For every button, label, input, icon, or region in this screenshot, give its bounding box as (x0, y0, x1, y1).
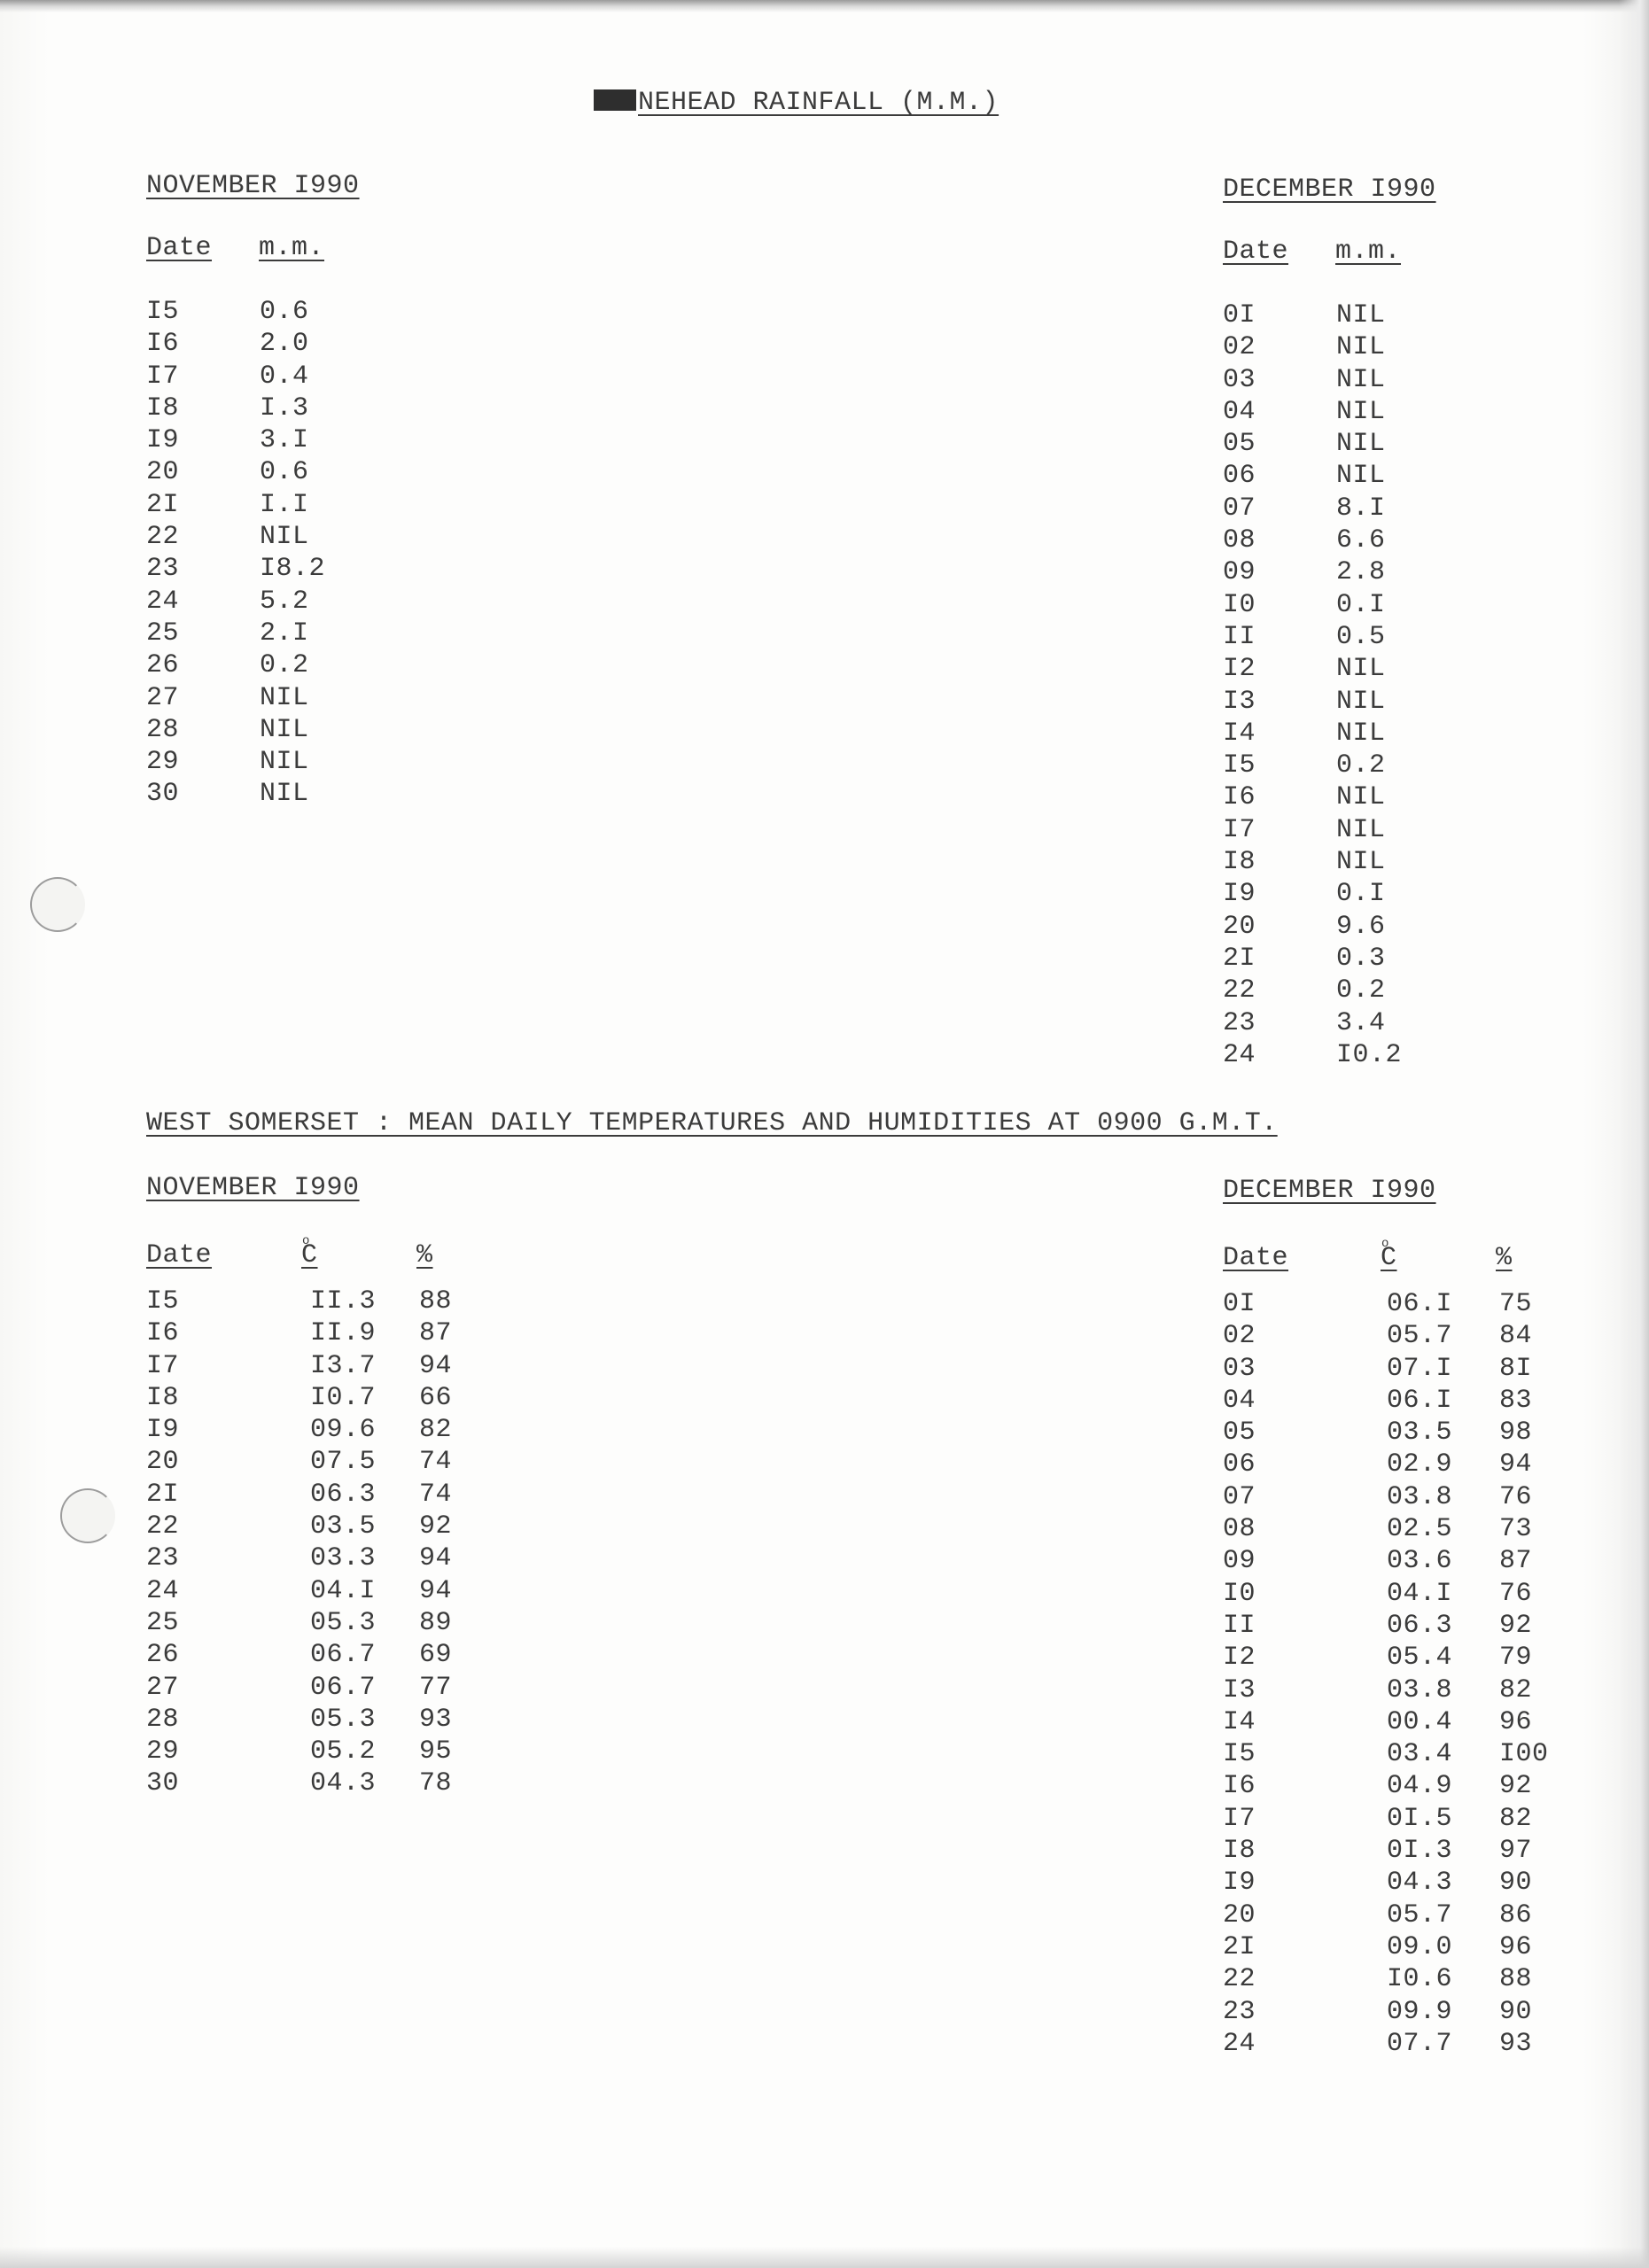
temperature-november-date: 26 (146, 1640, 180, 1671)
temperature-november-celsius: 04.I (310, 1575, 377, 1606)
rainfall-december-date: 2I (1223, 943, 1256, 974)
temperature-december-date: 03 (1223, 1353, 1256, 1384)
rainfall-november-date: 27 (146, 682, 180, 713)
temperature-december-humidity: 96 (1499, 1706, 1533, 1737)
rainfall-november-date: 22 (146, 522, 180, 553)
rainfall-november-date-header: Date (146, 233, 213, 263)
temperature-december-date: 07 (1223, 1481, 1256, 1512)
temperature-december-celsius: 06.I (1387, 1289, 1453, 1319)
temperature-december-celsius: 03.8 (1387, 1674, 1453, 1705)
rainfall-november-mm: NIL (260, 747, 309, 778)
temperature-november-celsius: 03.5 (310, 1511, 377, 1542)
rainfall-december-mm: NIL (1336, 654, 1386, 685)
temperature-december-date: I8 (1223, 1836, 1256, 1867)
temperature-november-humidity: 93 (419, 1704, 453, 1735)
rainfall-december-date: 02 (1223, 332, 1256, 363)
rainfall-december-mm: 9.6 (1336, 911, 1386, 942)
temperature-december-date: I4 (1223, 1706, 1256, 1737)
temperature-december-date: 05 (1223, 1418, 1256, 1449)
temperature-november-date: I8 (146, 1382, 180, 1413)
temperature-november-humidity: 66 (419, 1382, 453, 1413)
rainfall-december-date: 03 (1223, 364, 1256, 395)
temperature-november-date: I6 (146, 1318, 180, 1349)
temperature-december-humidity: 92 (1499, 1771, 1533, 1802)
temperature-december-celsius: 06.I (1387, 1385, 1453, 1416)
temperature-section-heading: WEST SOMERSET : MEAN DAILY TEMPERATURES AND HUMIDITIES AT 0900 G.M.T. (146, 1108, 1278, 1138)
temperature-november-humidity: 89 (419, 1607, 453, 1638)
temperature-december-celsius: 04.I (1387, 1578, 1453, 1609)
punch-hole-lower (60, 1488, 115, 1543)
rainfall-november-date: I6 (146, 329, 180, 360)
temperature-november-humidity: 77 (419, 1672, 453, 1703)
temperature-december-date: 02 (1223, 1321, 1256, 1352)
temperature-december-humidity: 92 (1499, 1610, 1533, 1641)
temperature-december-date: 20 (1223, 1899, 1256, 1930)
temperature-november-humidity: 74 (419, 1479, 453, 1510)
temperature-november-date: 28 (146, 1704, 180, 1735)
temperature-december-celsius: 05.4 (1387, 1643, 1453, 1674)
temperature-december-celsius: 05.7 (1387, 1321, 1453, 1352)
temperature-november-date: 27 (146, 1672, 180, 1703)
temperature-december-date: 04 (1223, 1385, 1256, 1416)
rainfall-november-date: 25 (146, 617, 180, 649)
rainfall-november-mm: 3.I (260, 425, 309, 456)
temperature-december-date: 22 (1223, 1964, 1256, 1995)
temperature-november-celsius: 05.3 (310, 1607, 377, 1638)
rainfall-november-date: 20 (146, 457, 180, 488)
temperature-december-date: 09 (1223, 1546, 1256, 1577)
rainfall-november-date: 28 (146, 714, 180, 745)
temperature-november-humidity: 87 (419, 1318, 453, 1349)
rainfall-december-mm: 8.I (1336, 493, 1386, 524)
temperature-december-humidity: 75 (1499, 1289, 1533, 1319)
rainfall-november-date: I8 (146, 392, 180, 423)
rainfall-december-mm: 0.3 (1336, 943, 1386, 974)
rainfall-december-date: I8 (1223, 847, 1256, 878)
temperature-november-celsius: 04.3 (310, 1768, 377, 1799)
temperature-december-celsius: 0I.3 (1387, 1836, 1453, 1867)
rainfall-november-date: 26 (146, 650, 180, 681)
temperature-december-date: 08 (1223, 1514, 1256, 1545)
temperature-december-date: 24 (1223, 2028, 1256, 2059)
temperature-december-celsius: 07.I (1387, 1353, 1453, 1384)
rainfall-december-date: I4 (1223, 718, 1256, 749)
page-title (594, 87, 999, 119)
temperature-november-celsius: 06.7 (310, 1672, 377, 1703)
temperature-november-humidity: 94 (419, 1543, 453, 1574)
temperature-november-humidity: 74 (419, 1447, 453, 1478)
rainfall-december-mm: NIL (1336, 332, 1386, 363)
rainfall-november-mm: 0.6 (260, 297, 309, 327)
rainfall-december-date: II (1223, 621, 1256, 652)
rainfall-november-mm: NIL (260, 714, 309, 745)
temperature-november-humidity: 88 (419, 1286, 453, 1317)
rainfall-december-date: 24 (1223, 1039, 1256, 1070)
temperature-december-humidity: 88 (1499, 1964, 1533, 1995)
rainfall-december-date: 09 (1223, 557, 1256, 588)
temperature-november-date-header: Date (146, 1240, 213, 1270)
rainfall-november-mm: 2.0 (260, 329, 309, 360)
temperature-november-celsius: I0.7 (310, 1382, 377, 1413)
temperature-november-humidity: 95 (419, 1736, 453, 1767)
rainfall-december-mm: 0.2 (1336, 750, 1386, 781)
rainfall-december-date: 20 (1223, 911, 1256, 942)
temperature-december-date: 0I (1223, 1289, 1256, 1319)
temperature-december-date: 06 (1223, 1449, 1256, 1480)
temperature-december-humidity: 76 (1499, 1481, 1533, 1512)
temperature-november-celsius-header: o C (301, 1239, 318, 1271)
temperature-december-humidity: 96 (1499, 1931, 1533, 1962)
temperature-november-humidity-header: % (416, 1240, 433, 1270)
temperature-november-celsius: 05.3 (310, 1704, 377, 1735)
rainfall-november-heading: NOVEMBER I990 (146, 171, 360, 201)
rainfall-november-date: 30 (146, 779, 180, 810)
rainfall-december-mm: 6.6 (1336, 525, 1386, 556)
temperature-december-date: 23 (1223, 1996, 1256, 2027)
rainfall-december-mm: NIL (1336, 782, 1386, 813)
rainfall-december-mm: NIL (1336, 847, 1386, 878)
temperature-november-date: 20 (146, 1447, 180, 1478)
rainfall-december-date-header: Date (1223, 237, 1289, 267)
temperature-november-celsius: I3.7 (310, 1350, 377, 1381)
rainfall-december-mm: NIL (1336, 364, 1386, 395)
temperature-december-celsius: 04.3 (1387, 1868, 1453, 1899)
rainfall-november-date: 29 (146, 747, 180, 778)
rainfall-december-mm-header: m.m. (1335, 237, 1402, 267)
rainfall-november-date: I9 (146, 425, 180, 456)
temperature-november-celsius: 06.3 (310, 1479, 377, 1510)
rainfall-december-date: I2 (1223, 654, 1256, 685)
temperature-december-humidity: 82 (1499, 1674, 1533, 1705)
temperature-december-date: II (1223, 1610, 1256, 1641)
temperature-november-celsius: 05.2 (310, 1736, 377, 1767)
scan-bottom-edge (0, 2247, 1649, 2268)
temperature-november-date: I7 (146, 1350, 180, 1381)
rainfall-december-mm: NIL (1336, 396, 1386, 427)
rainfall-december-mm: NIL (1336, 300, 1386, 330)
page-title-text: NEHEAD RAINFALL (M.M.) (638, 88, 1000, 118)
temperature-november-humidity: 94 (419, 1575, 453, 1606)
rainfall-december-date: I0 (1223, 589, 1256, 620)
temperature-november-celsius: 03.3 (310, 1543, 377, 1574)
temperature-november-heading: NOVEMBER I990 (146, 1173, 360, 1203)
rainfall-december-date: 05 (1223, 429, 1256, 460)
temperature-november-celsius: 07.5 (310, 1447, 377, 1478)
temperature-december-celsius: I0.6 (1387, 1964, 1453, 1995)
temperature-november-date: I9 (146, 1415, 180, 1446)
temperature-december-celsius: 09.9 (1387, 1996, 1453, 2027)
temperature-november-humidity: 78 (419, 1768, 453, 1799)
temperature-november-date: 24 (146, 1575, 180, 1606)
temperature-december-date: I5 (1223, 1739, 1256, 1770)
temperature-december-humidity: 94 (1499, 1449, 1533, 1480)
rainfall-december-mm: NIL (1336, 814, 1386, 845)
rainfall-november-date: I7 (146, 361, 180, 392)
temperature-december-celsius-header: o C (1381, 1242, 1397, 1274)
temperature-december-date: I3 (1223, 1674, 1256, 1705)
temperature-december-humidity: 84 (1499, 1321, 1533, 1352)
scan-top-edge (0, 0, 1649, 12)
temperature-december-celsius: 03.6 (1387, 1546, 1453, 1577)
temperature-november-humidity: 82 (419, 1415, 453, 1446)
temperature-december-celsius: 09.0 (1387, 1931, 1453, 1962)
rainfall-november-mm: I.3 (260, 392, 309, 423)
temperature-december-celsius: 04.9 (1387, 1771, 1453, 1802)
temperature-december-humidity: 82 (1499, 1803, 1533, 1834)
temperature-november-date: 29 (146, 1736, 180, 1767)
scan-right-edge (1619, 0, 1649, 2268)
rainfall-november-mm: 2.I (260, 617, 309, 649)
temperature-december-humidity: 76 (1499, 1578, 1533, 1609)
temperature-december-date: I0 (1223, 1578, 1256, 1609)
rainfall-november-mm: 0.4 (260, 361, 309, 392)
rainfall-december-date: I3 (1223, 686, 1256, 717)
rainfall-december-date: I9 (1223, 879, 1256, 910)
temperature-december-humidity: 86 (1499, 1899, 1533, 1930)
temperature-december-humidity: 87 (1499, 1546, 1533, 1577)
rainfall-december-date: 23 (1223, 1007, 1256, 1038)
temperature-november-date: 2I (146, 1479, 180, 1510)
temperature-november-celsius: 09.6 (310, 1415, 377, 1446)
rainfall-december-mm: NIL (1336, 718, 1386, 749)
temperature-december-celsius: 05.7 (1387, 1899, 1453, 1930)
temperature-december-humidity: 98 (1499, 1418, 1533, 1449)
temperature-december-humidity: I00 (1499, 1739, 1549, 1770)
rainfall-december-date: I7 (1223, 814, 1256, 845)
rainfall-november-date: 24 (146, 586, 180, 617)
temperature-december-celsius: 03.4 (1387, 1739, 1453, 1770)
rainfall-november-date: 23 (146, 554, 180, 585)
temperature-december-heading: DECEMBER I990 (1223, 1176, 1436, 1206)
temperature-december-humidity: 8I (1499, 1353, 1533, 1384)
temperature-december-celsius: 00.4 (1387, 1706, 1453, 1737)
temperature-november-date: 25 (146, 1607, 180, 1638)
rainfall-november-mm-header: m.m. (259, 233, 325, 263)
temperature-november-date: 22 (146, 1511, 180, 1542)
temperature-december-humidity: 79 (1499, 1643, 1533, 1674)
temperature-november-celsius: II.3 (310, 1286, 377, 1317)
temperature-november-date: I5 (146, 1286, 180, 1317)
rainfall-november-mm: 0.6 (260, 457, 309, 488)
rainfall-november-date: 2I (146, 489, 180, 520)
rainfall-november-mm: I8.2 (260, 554, 326, 585)
temperature-december-humidity: 83 (1499, 1385, 1533, 1416)
temperature-november-celsius: 06.7 (310, 1640, 377, 1671)
rainfall-november-mm: NIL (260, 522, 309, 553)
rainfall-december-mm: I0.2 (1336, 1039, 1403, 1070)
temperature-november-humidity: 69 (419, 1640, 453, 1671)
title-ink-blot (594, 89, 636, 111)
rainfall-december-date: 06 (1223, 461, 1256, 492)
temperature-december-humidity: 97 (1499, 1836, 1533, 1867)
temperature-november-humidity: 94 (419, 1350, 453, 1381)
temperature-december-celsius: 07.7 (1387, 2028, 1453, 2059)
temperature-december-celsius: 02.9 (1387, 1449, 1453, 1480)
temperature-december-celsius: 0I.5 (1387, 1803, 1453, 1834)
rainfall-november-mm: I.I (260, 489, 309, 520)
rainfall-november-mm: 0.2 (260, 650, 309, 681)
rainfall-december-mm: 3.4 (1336, 1007, 1386, 1038)
temperature-december-date: I2 (1223, 1643, 1256, 1674)
temperature-november-date: 30 (146, 1768, 180, 1799)
rainfall-december-mm: NIL (1336, 461, 1386, 492)
temperature-december-humidity-header: % (1496, 1243, 1513, 1273)
rainfall-december-date: I5 (1223, 750, 1256, 781)
rainfall-december-heading: DECEMBER I990 (1223, 175, 1436, 205)
rainfall-december-date: I6 (1223, 782, 1256, 813)
rainfall-december-date: 22 (1223, 975, 1256, 1006)
temperature-december-humidity: 93 (1499, 2028, 1533, 2059)
punch-hole-upper (30, 877, 85, 932)
rainfall-december-mm: 0.I (1336, 589, 1386, 620)
rainfall-november-mm: NIL (260, 779, 309, 810)
temperature-december-celsius: 02.5 (1387, 1514, 1453, 1545)
rainfall-november-date: I5 (146, 297, 180, 327)
temperature-december-date: I9 (1223, 1868, 1256, 1899)
temperature-december-date: I7 (1223, 1803, 1256, 1834)
rainfall-december-date: 04 (1223, 396, 1256, 427)
rainfall-december-mm: NIL (1336, 686, 1386, 717)
temperature-december-celsius: 03.8 (1387, 1481, 1453, 1512)
rainfall-december-date: 08 (1223, 525, 1256, 556)
rainfall-november-mm: 5.2 (260, 586, 309, 617)
rainfall-december-mm: 0.2 (1336, 975, 1386, 1006)
rainfall-november-mm: NIL (260, 682, 309, 713)
temperature-december-date: 2I (1223, 1931, 1256, 1962)
rainfall-december-date: 0I (1223, 300, 1256, 330)
temperature-december-celsius: 06.3 (1387, 1610, 1453, 1641)
temperature-november-celsius: II.9 (310, 1318, 377, 1349)
temperature-december-humidity: 90 (1499, 1996, 1533, 2027)
temperature-november-humidity: 92 (419, 1511, 453, 1542)
temperature-december-celsius: 03.5 (1387, 1418, 1453, 1449)
rainfall-december-mm: 2.8 (1336, 557, 1386, 588)
temperature-december-humidity: 73 (1499, 1514, 1533, 1545)
temperature-december-date: I6 (1223, 1771, 1256, 1802)
rainfall-december-mm: 0.5 (1336, 621, 1386, 652)
rainfall-december-mm: 0.I (1336, 879, 1386, 910)
temperature-november-date: 23 (146, 1543, 180, 1574)
temperature-december-humidity: 90 (1499, 1868, 1533, 1899)
temperature-december-date-header: Date (1223, 1243, 1289, 1273)
rainfall-december-date: 07 (1223, 493, 1256, 524)
rainfall-december-mm: NIL (1336, 429, 1386, 460)
